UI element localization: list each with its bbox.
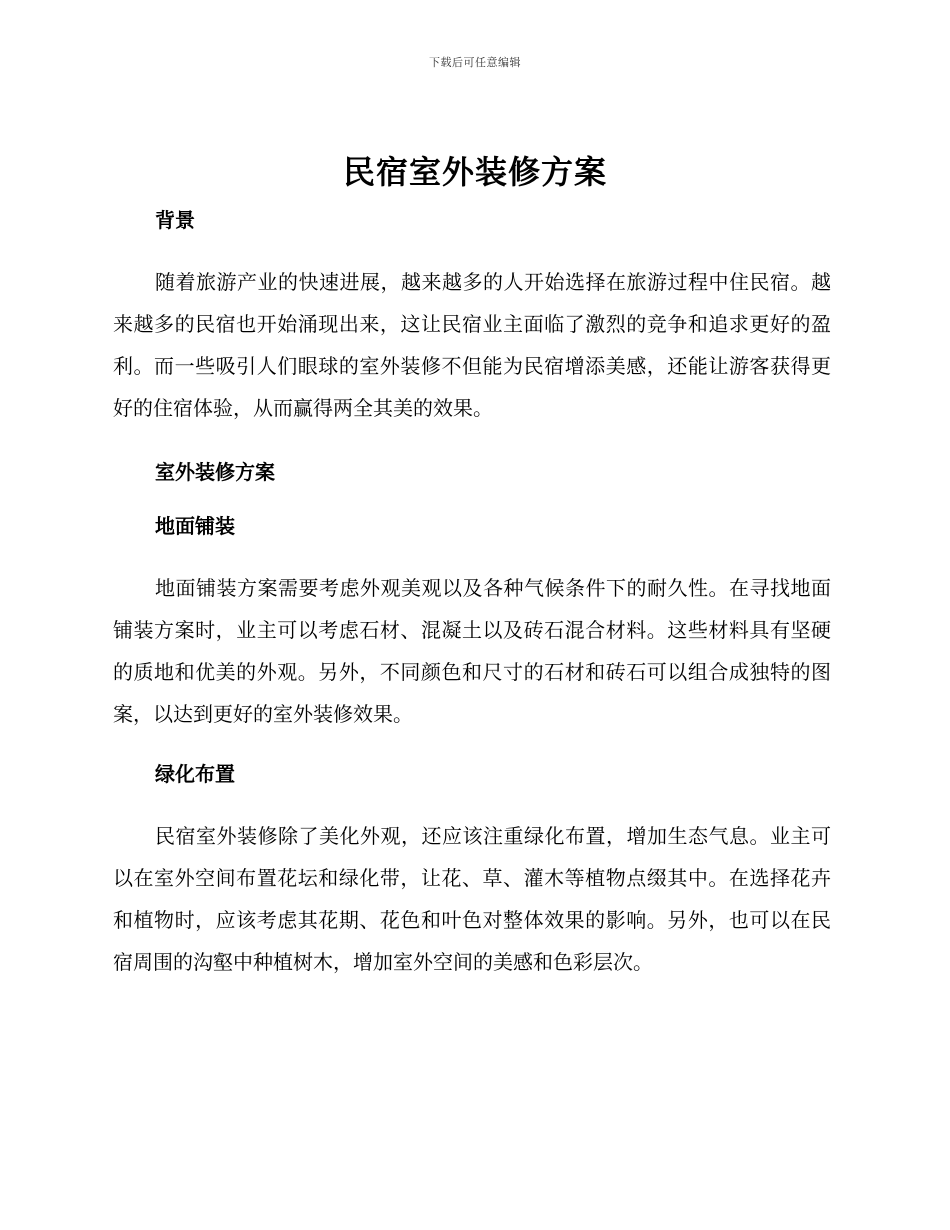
section-heading-greening: 绿化布置 (155, 762, 235, 786)
section-heading-ground-paving: 地面铺装 (155, 514, 235, 538)
paragraph-ground-paving: 地面铺装方案需要考虑外观美观以及各种气候条件下的耐久性。在寻找地面铺装方案时，业主可以考虑石材、混凝土以及砖石混合材料。这些材料具有坚硬的质地和优美的外观。另外，不同颜色和尺寸的石材和砖石可以组合成独特的图案，以达到更好的室外装修效果。 (113, 576, 831, 726)
section-heading-exterior-plan: 室外装修方案 (155, 460, 275, 484)
paragraph-greening: 民宿室外装修除了美化外观，还应该注重绿化布置，增加生态气息。业主可以在室外空间布置花坛和绿化带，让花、草、灌木等植物点缀其中。在选择花卉和植物时，应该考虑其花期、花色和叶色对整体效果的影响。另外，也可以在民宿周围的沟壑中种植树木，增加室外空间的美感和色彩层次。 (113, 824, 831, 974)
document-body (113, 205, 831, 983)
document-title: 民宿室外装修方案 (342, 153, 607, 191)
header-note: 下载后可任意编辑 (429, 56, 521, 69)
paragraph-background: 随着旅游产业的快速进展，越来越多的人开始选择在旅游过程中住民宿。越来越多的民宿也开始涌现出来，这让民宿业主面临了激烈的竞争和追求更好的盈利。而一些吸引人们眼球的室外装修不但能为民宿增添美感，还能让游客获得更好的住宿体验，从而赢得两全其美的效果。 (113, 270, 831, 420)
section-heading-background: 背景 (155, 208, 195, 232)
